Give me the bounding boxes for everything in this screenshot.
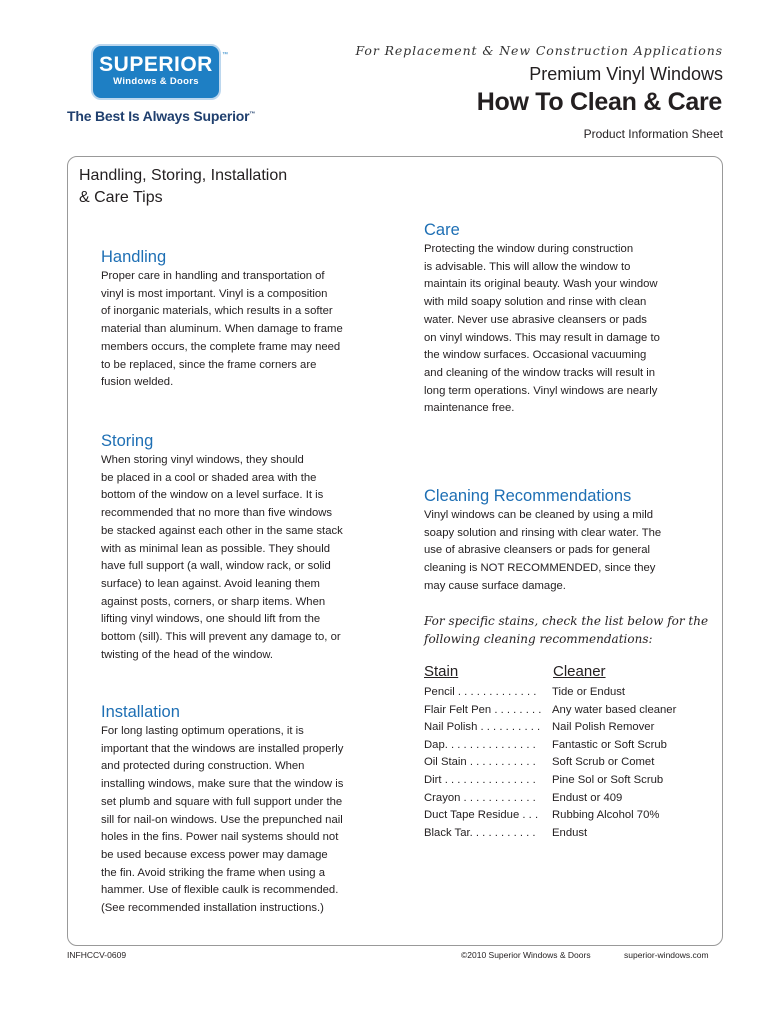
applications-line: For Replacement & New Construction Applications [355, 43, 723, 58]
cleaner-column-header: Cleaner [553, 663, 606, 680]
cleaner-cell: Nail Polish Remover [552, 721, 655, 734]
table-row [424, 825, 724, 843]
cleaning-text: Vinyl windows can be cleaned by using a mild soapy solution and rinsing with clear water. The use of abrasive cleansers or pads for general cleaning is NOT RECOMMENDED, since they may cause surface damage. [424, 509, 662, 592]
box-title-line-1: Handling, Storing, Installation [79, 167, 288, 184]
cleaning-heading: Cleaning Recommendations [424, 487, 632, 505]
table-row [424, 702, 724, 720]
cleaner-cell: Fantastic or Soft Scrub [552, 738, 667, 751]
stain-cell: Crayon . . . . . . . . . . . . [424, 791, 536, 804]
handling-text: Proper care in handling and transportation of vinyl is most important. Vinyl is a composition of inorganic materials, which results in a softer material than aluminum. When damage to frame members occurs, the complete frame may need to be replaced, since the frame corners are fusion welded. [101, 270, 343, 389]
storing-text: When storing vinyl windows, they should be placed in a cool or shaded area with the bottom of the window on a level surface. It is recommended that no more than five windows be stacked against each other in the same stack with as minimal lean as possible. They should have full support (a wall, window rack, or solid surface) to lean against. Avoid leaning them against posts, corners, or sharp items. When lifting vinyl windows, one should lift from the bottom (sill). This will prevent any damage to, or twisting of the head of the window. [101, 454, 343, 661]
stain-cell: Nail Polish . . . . . . . . . . [424, 721, 541, 734]
table-row [424, 684, 724, 702]
document-code: INFHCCV-0609 [67, 950, 127, 960]
stain-column-header: Stain [424, 663, 459, 680]
table-row [424, 719, 724, 737]
product-subtitle: Premium Vinyl Windows [529, 64, 723, 84]
cleaner-cell: Tide or Endust [552, 686, 626, 698]
brand-logo [91, 44, 228, 100]
cleaner-cell: Pine Sol or Soft Scrub [552, 773, 664, 786]
installation-text: For long lasting optimum operations, it is important that the windows are installed properly and protected during construction. When installing windows, make sure that the window is set plumb and square with full support under the sill for nail-on windows. Use the prepunched nail holes in the fins. Power nail systems should not be used because excess power may damage the fin. Avoid striking the frame when using a hammer. Use of flexible caulk is recommended. (See recommended installation instructions.) [101, 725, 344, 915]
page-title: How To Clean & Care [476, 88, 722, 116]
box-title [79, 165, 287, 209]
stain-cell: Dirt . . . . . . . . . . . . . . . [424, 773, 536, 786]
stain-cell: Flair Felt Pen . . . . . . . . [424, 703, 542, 716]
tagline-trademark: ™ [249, 111, 256, 118]
logo-subtext: Windows & Doors [113, 76, 199, 87]
installation-heading: Installation [101, 703, 180, 721]
tagline [67, 108, 255, 124]
stain-table [424, 684, 724, 842]
copyright: ©2010 Superior Windows & Doors [461, 950, 591, 960]
storing-heading: Storing [101, 432, 154, 450]
stain-cell: Duct Tape Residue . . . [424, 809, 539, 822]
stain-cell: Pencil . . . . . . . . . . . . . [424, 686, 537, 698]
stain-cell: Oil Stain . . . . . . . . . . . [424, 756, 536, 769]
logo-wordmark: SUPERIOR [99, 53, 213, 76]
table-row [424, 807, 724, 825]
table-row [424, 737, 724, 755]
cleaner-cell: Any water based cleaner [552, 703, 677, 716]
stain-note: For specific stains, check the list below for the following cleaning recommendations: [424, 614, 709, 646]
box-title-line-2: & Care Tips [79, 189, 163, 206]
handling-heading: Handling [101, 248, 167, 266]
table-row [424, 754, 724, 772]
cleaner-cell: Endust or 409 [552, 791, 623, 804]
cleaner-cell: Soft Scrub or Comet [552, 756, 655, 769]
table-row [424, 790, 724, 808]
care-heading: Care [424, 221, 460, 239]
website-link[interactable]: superior-windows.com [624, 950, 709, 960]
cleaner-cell: Endust [552, 826, 588, 839]
table-row [424, 772, 724, 790]
logo-trademark: ™ [222, 52, 228, 58]
stain-cell: Dap. . . . . . . . . . . . . . . [424, 738, 536, 751]
tagline-text: The Best Is Always Superior [67, 108, 250, 124]
sheet-label: Product Information Sheet [583, 127, 723, 141]
stain-cell: Black Tar. . . . . . . . . . . [424, 826, 536, 839]
cleaner-cell: Rubbing Alcohol 70% [552, 809, 660, 822]
care-text: Protecting the window during construction is advisable. This will allow the window to maintain its original beauty. Wash your window with mild soapy solution and rinse with clean water. Never use abrasive cleansers or pads on vinyl windows. This may result in damage to the window surfaces. Occasional vacuuming and cleaning of the window tracks will result in long term operations. Vinyl windows are nearly maintenance free. [424, 243, 660, 415]
